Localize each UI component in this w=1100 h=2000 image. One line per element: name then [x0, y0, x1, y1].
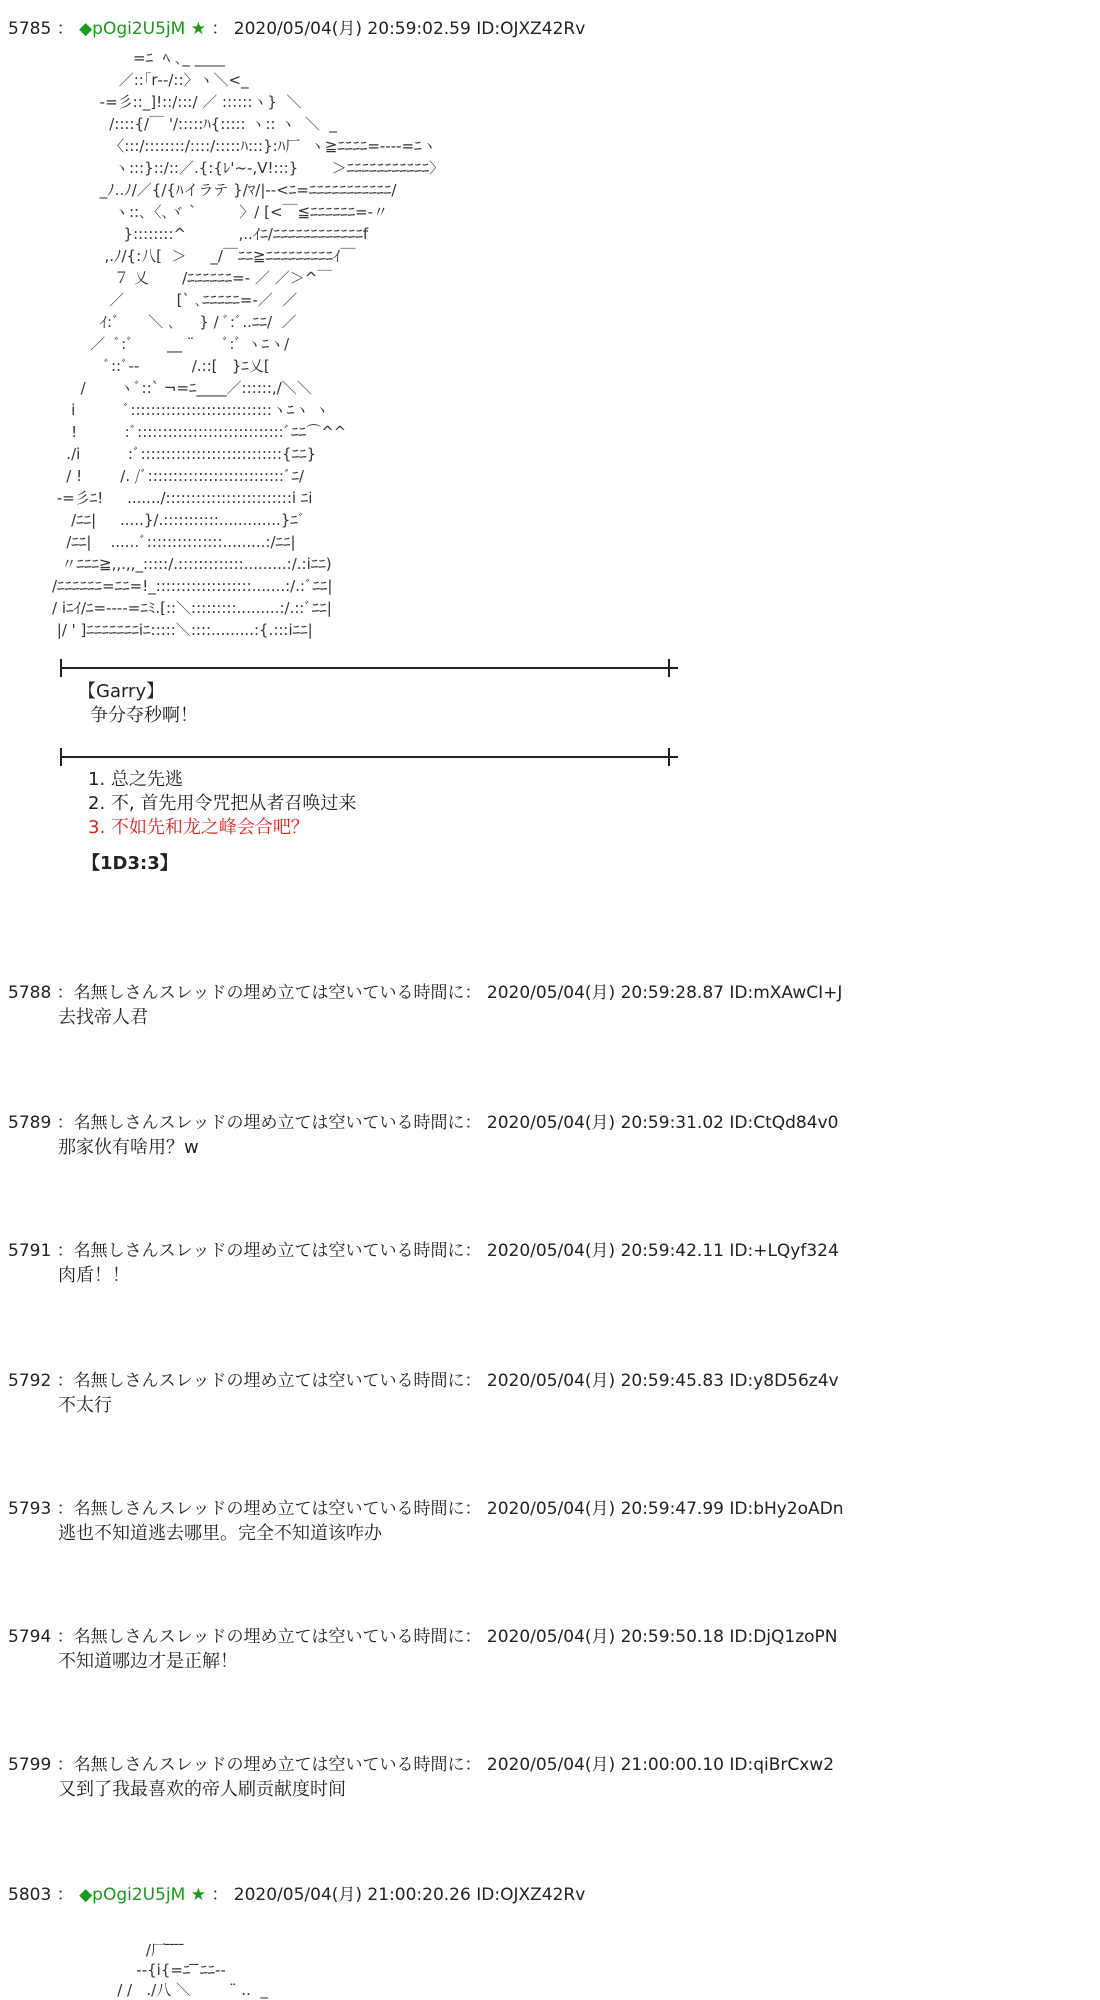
- post-5789: [8, 1112, 1088, 1160]
- post-5788: [8, 982, 1088, 1030]
- post-datetime: 2020/05/04(月) 20:59:31.02: [486, 1113, 724, 1133]
- post-id: ID:DjQ1zoPN: [729, 1627, 838, 1647]
- post-header: 5799 ：名無しさんスレッドの埋め立ては空いている時間に： 2020/05/04(月) 21:00:00.10 ID:qiBrCxw2: [8, 1755, 835, 1775]
- poster-name: 名無しさんスレッドの埋め立ては空いている時間に: [73, 983, 465, 1003]
- ascii-art-line: i ﾞ::::::::::::::::::::::::::::ヽﾆヽ ヽ: [52, 401, 330, 419]
- ascii-art-line: / ヽﾞ::` ¬=ﾆ____／::::::,/＼＼: [52, 379, 312, 397]
- post-id: ID:mXAwCI+J: [729, 983, 843, 1003]
- post-number[interactable]: 5788: [8, 983, 52, 1003]
- ascii-art-line: ﾞ::ﾞ-‐ /.::[ }ﾆ乂[: [52, 357, 270, 375]
- post-body: 不太行: [58, 1395, 112, 1416]
- tripcode: pOgi2U5jM: [92, 19, 186, 39]
- option-1: 1. 总之先逃: [88, 769, 183, 790]
- post-header: 5794 ：名無しさんスレッドの埋め立ては空いている時間に： 2020/05/04(月) 20:59:50.18 ID:DjQ1zoPN: [8, 1627, 838, 1647]
- ascii-art-line: ヽ:::}::/::／.{:{ﾚ'~-,V!:::} ＞ﾆﾆﾆﾆﾆﾆﾆﾆﾆﾆﾆ〉: [52, 159, 445, 177]
- post-header: [8, 18, 1088, 40]
- post-body: 逃也不知道逃去哪里。完全不知道该咋办: [58, 1523, 382, 1544]
- post-datetime: 2020/05/04(月) 20:59:02.59: [233, 19, 471, 39]
- ascii-art-line: -=彡::_]!::/:::/ ／ ::::::ヽ} ＼: [52, 93, 302, 111]
- ascii-art-line: / / ./八 ＼ ¨ .. _: [60, 1981, 268, 1999]
- tripcode: pOgi2U5jM: [92, 1885, 186, 1905]
- divider-cap: [60, 748, 62, 766]
- ascii-art-line: /ﾆﾆ| .....}/.:::::::::::.............}ﾆﾞ: [52, 511, 306, 529]
- post-header: 5791 ：名無しさんスレッドの埋め立ては空いている時間に： 2020/05/04(月) 20:59:42.11 ID:+LQyf324: [8, 1241, 839, 1261]
- post-5792: [8, 1370, 1088, 1418]
- post-body: 那家伙有啥用？w: [58, 1137, 199, 1158]
- post-datetime: 2020/05/04(月) 20:59:28.87: [486, 983, 724, 1003]
- post-body: 肉盾！！: [58, 1265, 130, 1286]
- post-datetime: 2020/05/04(月) 20:59:47.99: [486, 1499, 724, 1519]
- post-number[interactable]: 5785: [8, 19, 52, 39]
- divider-top: [60, 667, 678, 669]
- post-id: ID:qiBrCxw2: [729, 1755, 835, 1775]
- post-number[interactable]: 5792: [8, 1371, 52, 1391]
- ascii-art-line: --{i{=ﾆ ̄ ̄ﾆﾆ--: [60, 1961, 226, 1979]
- ascii-art-line: ヽ::､〈､ヾ ` 〉/ [<￣≦ﾆﾆﾆﾆﾆﾆ=-〃: [52, 203, 389, 221]
- divider-bottom: [60, 756, 678, 758]
- diamond-icon: ◆: [79, 19, 93, 39]
- post-id: ID:CtQd84v0: [729, 1113, 839, 1133]
- option-2: 2. 不, 首先用令咒把从者召唤过来: [88, 793, 357, 814]
- ascii-art-line: ７ 乂 /ﾆﾆﾆﾆﾆﾆ=- ／ ／＞^￣: [52, 269, 333, 287]
- post-body: 不知道哪边才是正解！: [58, 1651, 238, 1672]
- post-number[interactable]: 5791: [8, 1241, 52, 1261]
- ascii-art-2: [60, 1940, 620, 2000]
- ascii-art-line: ／ ﾞ:ﾞ __ ¨ ﾞ:ﾞ ヽﾆヽ/: [52, 335, 290, 353]
- separator: ：: [56, 1885, 74, 1905]
- ascii-art-line: -=彡ﾆ! ......./:::::::::::::::::::::::::i ﾆi: [52, 489, 313, 507]
- post-5791: [8, 1240, 1088, 1288]
- separator: ：: [56, 19, 74, 39]
- post-number[interactable]: 5793: [8, 1499, 52, 1519]
- post-5803: [8, 1884, 1088, 1906]
- post-header: 5789 ：名無しさんスレッドの埋め立ては空いている時間に： 2020/05/04(月) 20:59:31.02 ID:CtQd84v0: [8, 1113, 839, 1133]
- poster-name: 名無しさんスレッドの埋め立ては空いている時間に: [73, 1113, 465, 1133]
- ascii-art-line: /::::{/￣ '/:::::ﾊ{::::: ヽ:: ヽ ＼ _: [52, 115, 337, 133]
- post-5785: [8, 18, 1088, 40]
- post-datetime: 2020/05/04(月) 20:59:45.83: [486, 1371, 724, 1391]
- post-id: ID:OJXZ42Rv: [476, 19, 586, 39]
- ascii-art-line: }::::::::^ ,..ｲﾆ/ﾆﾆﾆﾆﾆﾆﾆﾆﾆﾆﾆﾆf: [52, 225, 369, 243]
- ascii-art-line: 〈:::/::::::::/::::/:::::ﾊ:::}:ﾊ厂 ヽ≧ﾆﾆﾆﾆ=----=ﾆヽ: [52, 137, 437, 155]
- post-header: 5792 ：名無しさんスレッドの埋め立ては空いている時間に： 2020/05/04(月) 20:59:45.83 ID:y8D56z4v: [8, 1371, 839, 1391]
- ascii-art-line: ｲ:ﾞ ＼ ､ } / ﾞ:ﾞ..ﾆﾆ/ ／: [52, 313, 297, 331]
- post-number[interactable]: 5803: [8, 1885, 52, 1905]
- post-datetime: 2020/05/04(月) 21:00:20.26: [233, 1885, 471, 1905]
- divider-cap: [60, 659, 62, 677]
- ascii-art-line: ／ [` ､ﾆﾆﾆﾆﾆ=-／ ／: [52, 291, 298, 309]
- post-header: 5788 ：名無しさんスレッドの埋め立ては空いている時間に： 2020/05/04(月) 20:59:28.87 ID:mXAwCI+J: [8, 983, 843, 1003]
- poster-name: 名無しさんスレッドの埋め立ては空いている時間に: [73, 1755, 465, 1775]
- post-header: 5793 ：名無しさんスレッドの埋め立ては空いている時間に： 2020/05/04(月) 20:59:47.99 ID:bHy2oADn: [8, 1499, 844, 1519]
- option-3: 3. 不如先和龙之峰会合吧？: [88, 817, 309, 838]
- post-datetime: 2020/05/04(月) 20:59:42.11: [486, 1241, 724, 1261]
- ascii-art-line: ./i :ﾞ::::::::::::::::::::::::::::{ﾆﾆ}: [52, 445, 317, 463]
- diamond-icon: ◆: [79, 1885, 93, 1905]
- ascii-art-line: /ﾆﾆﾆﾆﾆﾆ=ﾆﾆ=!_:::::::::::::::::::.......:/.:ﾞﾆﾆ|: [52, 577, 333, 595]
- poster-name: 名無しさんスレッドの埋め立ては空いている時間に: [73, 1241, 465, 1261]
- post-body: 又到了我最喜欢的帝人刷贡献度时间: [58, 1779, 346, 1800]
- post-body: 去找帝人君: [58, 1007, 148, 1028]
- ascii-art-line: |/ ' ]ﾆﾆﾆﾆﾆﾆﾆiﾆ:::::＼::::.........:{.:::iﾆﾆ|: [52, 621, 313, 639]
- speaker-name: 【Garry】: [78, 681, 165, 702]
- divider-cap: [668, 659, 670, 677]
- ascii-art-line: / ! /. /ﾞ:::::::::::::::::::::::::::ﾞﾆ/: [52, 467, 305, 485]
- post-datetime: 2020/05/04(月) 20:59:50.18: [486, 1627, 724, 1647]
- poster-name: 名無しさんスレッドの埋め立ては空いている時間に: [73, 1371, 465, 1391]
- ascii-art: [52, 48, 612, 648]
- divider-cap: [668, 748, 670, 766]
- poster-name: 名無しさんスレッドの埋め立ては空いている時間に: [73, 1627, 465, 1647]
- post-id: ID:y8D56z4v: [729, 1371, 839, 1391]
- separator: ：: [211, 1885, 229, 1905]
- post-id: ID:OJXZ42Rv: [476, 1885, 586, 1905]
- ascii-art-line: _ﾉ..ﾉ/／{/{ﾊイラテ }/ﾏ/|--<ﾆ=ﾆﾆﾆﾆﾆﾆﾆﾆﾆﾆﾆ/: [52, 181, 397, 199]
- ascii-art-line: /ﾆﾆ| ......ﾞ:::::::::::::::.........:/ﾆﾆ|: [52, 533, 296, 551]
- ascii-art-line: ,.ﾉ/{:八[ ＞ _/￣ﾆﾆ≧ﾆﾆﾆﾆﾆﾆﾆﾆﾆｲ￣: [52, 247, 356, 265]
- post-header: [8, 1884, 1088, 1906]
- options-list: [88, 768, 356, 840]
- dice-result: 【1D3:3】: [82, 853, 178, 874]
- post-5799: [8, 1754, 1088, 1802]
- post-datetime: 2020/05/04(月) 21:00:00.10: [486, 1755, 724, 1775]
- ascii-art-line: =ﾆ ﾍ ､_ ____: [52, 49, 225, 67]
- speaker-block: [78, 680, 198, 728]
- post-5794: [8, 1626, 1088, 1674]
- ascii-art-line: 〃ﾆﾆﾆ≧,,.,,_:::::/.:::::::::::::.........:/.:iﾆﾆ): [52, 555, 332, 573]
- separator: ：: [211, 19, 229, 39]
- post-id: ID:bHy2oADn: [729, 1499, 844, 1519]
- ascii-art-line: ! :ﾞ:::::::::::::::::::::::::::::ﾞﾆﾆ⌒^^: [52, 423, 347, 441]
- poster-name: 名無しさんスレッドの埋め立ては空いている時間に: [73, 1499, 465, 1519]
- post-id: ID:+LQyf324: [729, 1241, 839, 1261]
- ascii-art-line: /厂 ̄ ̄ ̄ ̄: [60, 1941, 185, 1959]
- ascii-art-line: / iﾆｲ/ﾆ=----=ﾆﾐ.[::＼:::::::::.........:/.::ﾞﾆﾆ|: [52, 599, 332, 617]
- ascii-art-line: ／::｢r‐-/::〉ヽ＼<_: [52, 71, 249, 89]
- star-icon: ★: [190, 1885, 206, 1905]
- post-number[interactable]: 5799: [8, 1755, 52, 1775]
- speaker-speech: 争分夺秒啊！: [90, 705, 198, 726]
- post-5793: [8, 1498, 1088, 1546]
- star-icon: ★: [190, 19, 206, 39]
- post-number[interactable]: 5789: [8, 1113, 52, 1133]
- post-number[interactable]: 5794: [8, 1627, 52, 1647]
